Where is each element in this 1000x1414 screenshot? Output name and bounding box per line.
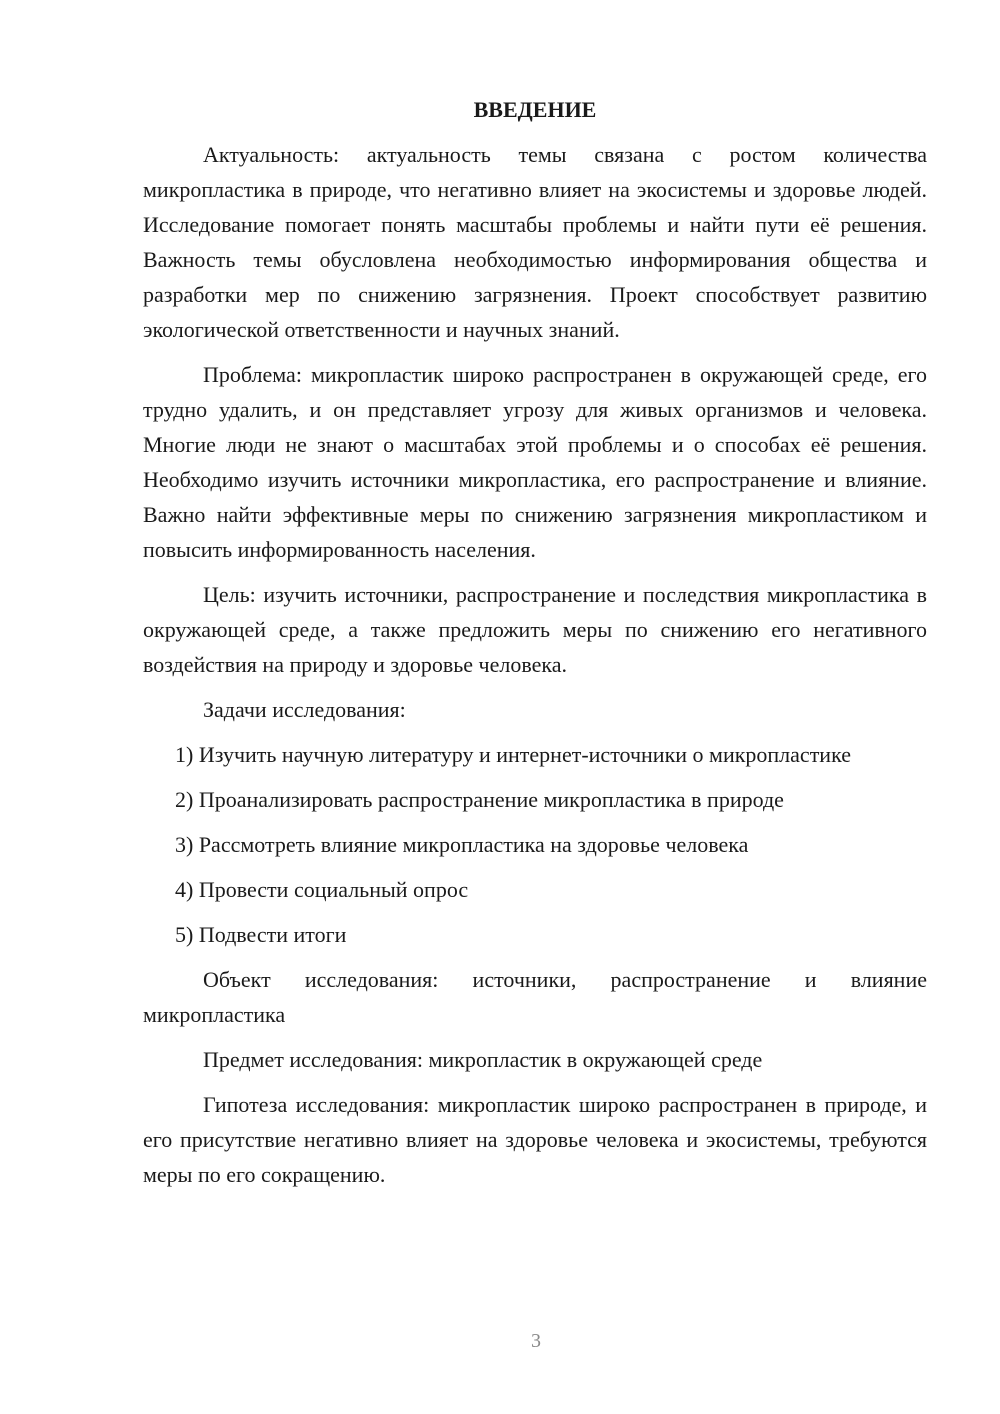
- task-item-4: 4) Провести социальный опрос: [175, 877, 469, 902]
- page-content: [143, 92, 927, 1192]
- subject-paragraph: Предмет исследования: микропластик в окружающей среде: [203, 1047, 763, 1072]
- goal-paragraph: Цель: изучить источники, распространение и последствия микропластика в окружающей среде, а также предложить меры по снижению его негативного воздействия на природу и здоровье человека.: [143, 582, 927, 677]
- task-item-1: 1) Изучить научную литературу и интернет-источники о микропластике: [175, 742, 851, 767]
- object-paragraph: Объект исследования: источники, распространение и влияние микропластика: [143, 967, 927, 1027]
- hypothesis-paragraph: Гипотеза исследования: микропластик широко распространен в природе, и его присутствие негативно влияет на здоровье человека и экосистемы, требуются меры по его сокращению.: [143, 1092, 927, 1187]
- relevance-paragraph: Актуальность: актуальность темы связана с ростом количества микропластика в природе, что негативно влияет на экосистемы и здоровье людей. Исследование помогает понять масштабы проблемы и найти пути её решения. Важность темы обусловлена необходимостью информирования общества и разработки мер по снижению загрязнения. Проект способствует развитию экологической ответственности и научных знаний.: [143, 142, 927, 342]
- task-item-5: 5) Подвести итоги: [175, 922, 347, 947]
- task-item-2: 2) Проанализировать распространение микропластика в природе: [175, 787, 784, 812]
- task-item-3: 3) Рассмотреть влияние микропластика на здоровье человека: [175, 832, 749, 857]
- tasks-heading: Задачи исследования:: [203, 697, 406, 722]
- page-title: ВВЕДЕНИЕ: [473, 97, 597, 122]
- problem-paragraph: Проблема: микропластик широко распространен в окружающей среде, его трудно удалить, и он представляет угрозу для живых организмов и человека. Многие люди не знают о масштабах этой проблемы и о способах её решения. Необходимо изучить источники микропластика, его распространение и влияние. Важно найти эффективные меры по снижению загрязнения микропластиком и повысить информированность населения.: [143, 362, 927, 562]
- page-number: 3: [531, 1330, 541, 1352]
